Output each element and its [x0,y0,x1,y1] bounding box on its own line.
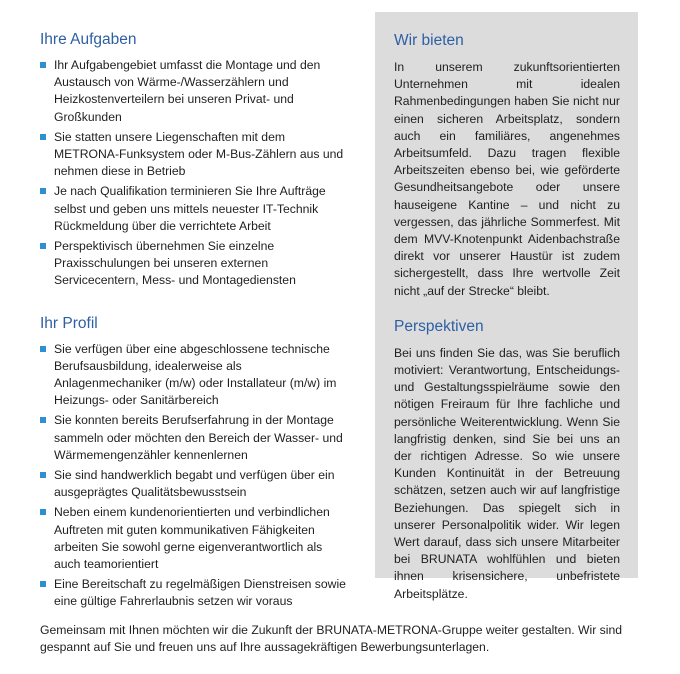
bieten-heading: Wir bieten [394,32,464,49]
list-item-text: Eine Bereitschaft zu regelmäßigen Dienstreisen sowie eine gültige Fahrerlaubnis setzen wir voraus [54,577,346,609]
list-item-text: Sie verfügen über eine abgeschlossene technische Berufsausbildung, idealerweise als Anlagenmechaniker (m/w) oder Installateur (m/w) im Heizungs- oder Sanitärbereich [54,341,337,408]
list-item [40,183,352,235]
list-item [40,504,352,573]
bullet-square-icon [40,346,46,352]
list-item [40,341,352,410]
bullet-square-icon [40,62,46,68]
closing-paragraph: Gemeinsam mit Ihnen möchten wir die Zukunft der BRUNATA-METRONA-Gruppe weiter gestalten. Wir sind gespannt auf Sie und freuen uns auf Ihre aussagekräftigen Bewerbungsunterlagen. [40,623,623,655]
profil-section [40,314,352,611]
bullet-square-icon [40,417,46,423]
perspektiven-text: Bei uns finden Sie das, was Sie beruflich motiviert: Verantwortung, Entscheidungs- und Gestaltungsspielräume sowie den nötigen Freiraum für Ihre fachliche und persönliche Weiterentwicklung. Wenn Sie langfristig denken, sind Sie bei uns an der richtigen Adresse. So wie unsere Kunden Kontinuität in der Betreuung schätzen, setzen auch wir auf langfristige Beziehungen. Das spiegelt sich in unserer Personalpolitik wider. Wir legen Wert darauf, dass sich unsere Mitarbeiter bei BRUNATA wohlfühlen und bieten ihnen krisensichere, unbefristete Arbeitsplätze. [394,345,620,601]
bullet-square-icon [40,188,46,194]
list-item [40,467,352,501]
list-item-text: Neben einem kundenorientierten und verbindlichen Auftreten mit guten kommunikativen Fähigkeiten arbeiten Sie sowohl gerne eigenverantwortlich als auch teamorientiert [54,505,330,572]
left-column [40,30,352,614]
aufgaben-heading: Ihre Aufgaben [40,31,137,48]
bullet-square-icon [40,243,46,249]
list-item [40,57,352,126]
profil-list [40,341,352,611]
list-item-text: Je nach Qualifikation terminieren Sie Ihre Aufträge selbst und geben uns mittels neuester IT-Technik Rückmeldung über die verrichtete Arbeit [54,184,326,233]
bullet-square-icon [40,472,46,478]
perspektiven-heading: Perspektiven [394,317,484,335]
list-item [40,412,352,464]
bullet-square-icon [40,581,46,587]
list-item [40,576,352,610]
bieten-text: In unserem zukunftsorientierten Unternehmen mit idealen Rahmenbedingungen haben Sie nicht nur einen sicheren Arbeitsplatz, sondern auch ein familiäres, angenehmes Arbeitsumfeld. Dazu tragen flexible Arbeitszeiten ebenso bei, wie geförderte Gesundheitsangebote oder unsere hauseigene Kantine – und nicht zu vergessen, das jährliche Sommerfest. Mit dem MVV-Knotenpunkt Aidenbachstraße direkt vor unserer Haustür ist zudem sichergestellt, dass Ihre wertvolle Zeit nicht „auf der Strecke“ bleibt. [394,60,620,298]
bullet-square-icon [40,509,46,515]
aufgaben-section [40,30,352,290]
offer-box [375,12,638,601]
list-item-text: Sie sind handwerklich begabt und verfügen über ein ausgeprägtes Qualitätsbewusstsein [54,468,335,500]
list-item-text: Sie statten unsere Liegenschaften mit dem METRONA-Funksystem oder M-Bus-Zählern aus und nehmen diese in Betrieb [54,129,344,179]
bullet-square-icon [40,134,46,140]
list-item-text: Sie konnten bereits Berufserfahrung in der Montage sammeln oder möchten den Bereich der Wasser- und Wärmemengenzähler kennenlernen [54,413,343,462]
list-item-text: Perspektivisch übernehmen Sie einzelne Praxisschulungen bei unseren externen Servicecentern, Mess- und Montagediensten [54,239,296,288]
list-item [40,238,352,290]
profil-heading: Ihr Profil [40,314,98,332]
list-item-text: Ihr Aufgabengebiet umfasst die Montage und den Austausch von Wärme-/Wasserzählern und Heizkostenverteilern bei unseren Privat- und Großkunden [54,58,321,124]
aufgaben-list [40,57,352,290]
list-item [40,129,352,181]
